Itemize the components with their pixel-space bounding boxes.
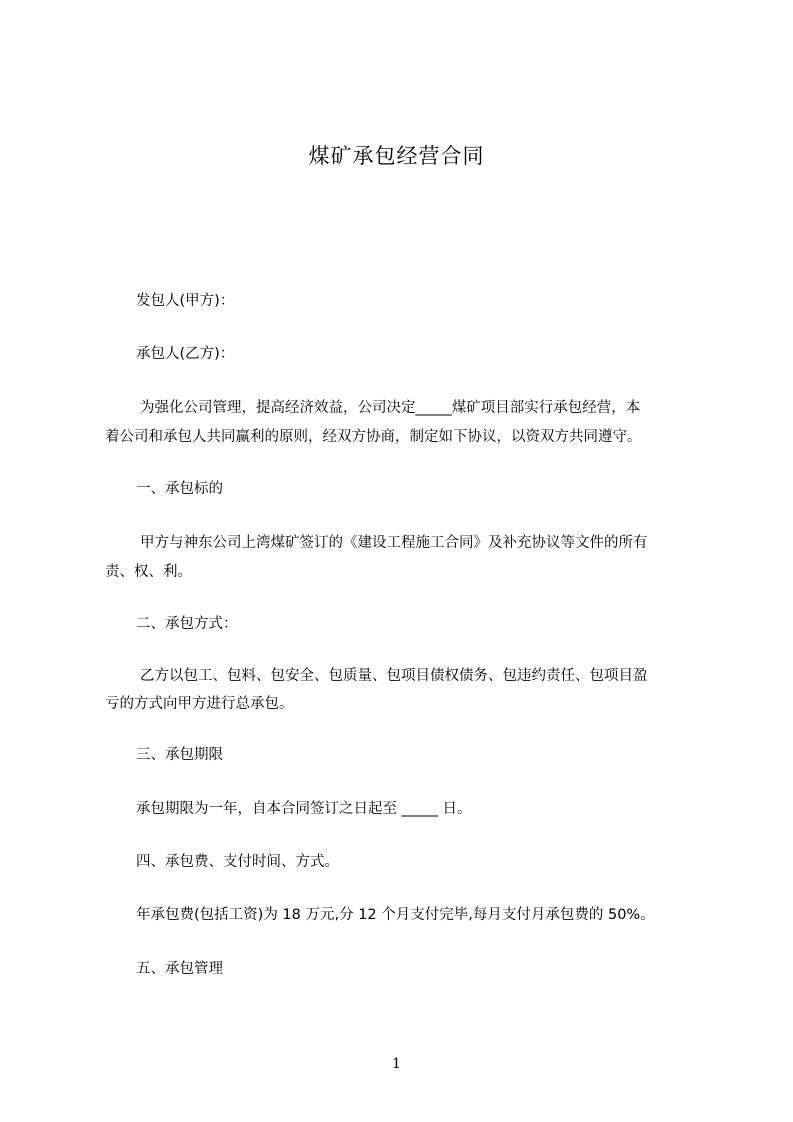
section-1-heading: 一、承包标的 bbox=[136, 481, 223, 497]
section-5-heading: 五、承包管理 bbox=[136, 961, 223, 977]
party-a-label: 发包人(甲方)： bbox=[136, 293, 235, 309]
page-number: 1 bbox=[392, 1056, 401, 1072]
document-title: 煤矿承包经营合同 bbox=[308, 144, 485, 168]
section-4-heading: 四、承包费、支付时间、方式。 bbox=[136, 854, 339, 870]
section-2-paragraph-line-2: 亏的方式向甲方进行总承包。 bbox=[105, 696, 294, 712]
section-3-paragraph: 承包期限为一年，自本合同签订之日起至 _____ 日。 bbox=[136, 801, 472, 817]
intro-paragraph-line-2: 着公司和承包人共同赢利的原则，经双方协商，制定如下协议，以资双方共同遵守。 bbox=[105, 429, 642, 445]
section-1-paragraph-line-1: 甲方与神东公司上湾煤矿签订的《建设工程施工合同》及补充协议等文件的所有 bbox=[140, 535, 648, 551]
section-3-heading: 三、承包期限 bbox=[136, 747, 223, 763]
section-2-paragraph-line-1: 乙方以包工、包料、包安全、包质量、包项目债权债务、包违约责任、包项目盈 bbox=[140, 668, 648, 684]
section-4-paragraph: 年承包费(包括工资)为 18 万元,分 12 个月支付完毕,每月支付月承包费的 50%。 bbox=[136, 907, 655, 923]
section-2-heading: 二、承包方式： bbox=[136, 616, 238, 632]
party-b-label: 承包人(乙方)： bbox=[136, 346, 235, 362]
intro-paragraph-line-1: 为强化公司管理，提高经济效益，公司决定_____煤矿项目部实行承包经营，本 bbox=[140, 400, 641, 416]
section-1-paragraph-line-2: 责、权、利。 bbox=[105, 564, 192, 580]
